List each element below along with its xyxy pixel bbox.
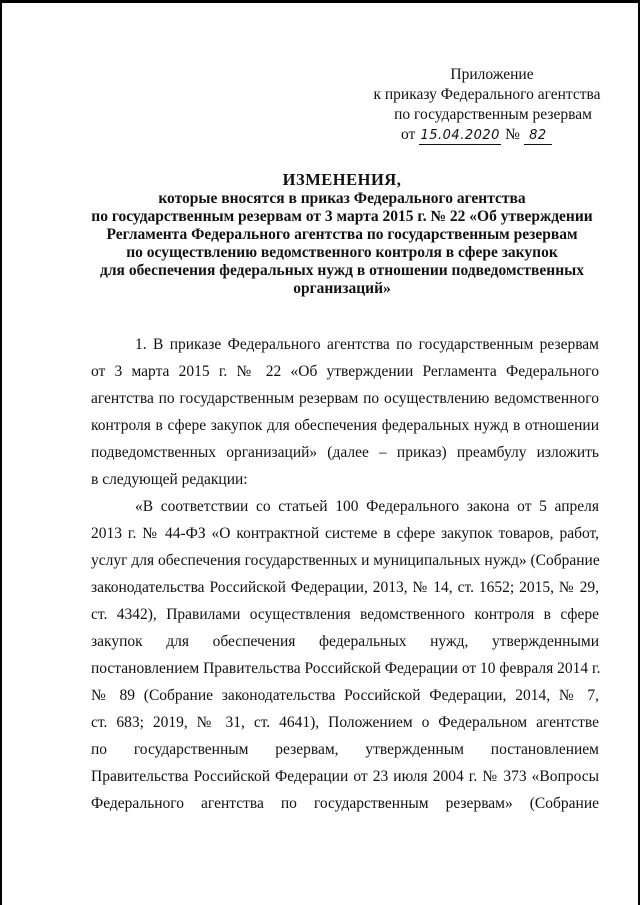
paragraph-1-line: агентства по государственным резервам по осуществлению ведомственного	[91, 390, 599, 407]
paragraph-2-line: ст. 683; 2019, № 31, ст. 4641), Положением о Федеральном агентстве	[91, 714, 599, 731]
appendix-agency: по государственным резервам	[394, 106, 592, 123]
paragraph-2-line: Правительства Российской Федерации от 23 июля 2004 г. № 373 «Вопросы	[91, 768, 599, 785]
paragraph-2-line: законодательства Российской Федерации, 2013, № 14, ст. 1652; 2015, № 29,	[91, 579, 599, 596]
appendix-order-ref: к приказу Федерального агентства	[373, 86, 601, 103]
paragraph-1-line: подведомственных организаций» (далее – приказ) преамбулу изложить	[91, 444, 599, 461]
appendix-date-number	[367, 125, 607, 145]
order-date: 15.04.2020	[420, 128, 500, 143]
appendix-title: Приложение	[450, 66, 534, 83]
paragraph-2-line: услуг для обеспечения государственных и муниципальных нужд» (Собрание	[91, 552, 600, 569]
heading-line: организаций»	[293, 280, 391, 297]
scan-border-top	[0, 0, 640, 3]
paragraph-2-line: закупок для обеспечения федеральных нужд, утвержденными	[91, 633, 599, 650]
paragraph-1-line: контроля в сфере закупок для обеспечения федеральных нужд в отношении	[91, 417, 599, 434]
paragraph-2-line: Федерального агентства по государственным резервам» (Собрание	[91, 795, 599, 812]
order-number: 82	[524, 128, 552, 145]
paragraph-2-line: № 89 (Собрание законодательства Российской Федерации, 2014, № 7,	[91, 687, 599, 704]
heading-title: ИЗМЕНЕНИЯ,	[282, 170, 402, 189]
appendix-block	[367, 65, 607, 145]
paragraph-2-line: ст. 4342), Правилами осуществления ведомственного контроля в сфере	[91, 606, 599, 623]
document-heading	[90, 171, 594, 298]
heading-line: по государственным резервам от 3 марта 2015 г. № 22 «Об утверждении	[91, 208, 593, 225]
scan-border-left	[0, 0, 2, 905]
heading-line: которые вносятся в приказ Федерального агентства	[158, 190, 526, 207]
paragraph-2-line: «В соответствии со статьей 100 Федерального закона от 5 апреля	[135, 498, 599, 515]
heading-line: для обеспечения федеральных нужд в отношении подведомственных	[100, 262, 584, 279]
heading-line: Регламента Федерального агентства по государственным резервам	[106, 226, 578, 243]
from-label: от	[401, 126, 416, 143]
paragraph-1-line: 1. В приказе Федерального агентства по государственным резервам	[135, 336, 599, 353]
number-label: №	[505, 126, 520, 143]
paragraph-1-line: в следующей редакции:	[91, 471, 248, 488]
paragraph-1-line: от 3 марта 2015 г. № 22 «Об утверждении Регламента Федерального	[91, 363, 599, 380]
paragraph-2-line: по государственным резервам, утвержденным постановлением	[91, 741, 599, 758]
paragraph-2-line: постановлением Правительства Российской Федерации от 10 февраля 2014 г.	[91, 660, 601, 677]
heading-line: по осуществлению ведомственного контроля в сфере закупок	[126, 244, 558, 261]
paragraph-2-line: 2013 г. № 44-ФЗ «О контрактной системе в сфере закупок товаров, работ,	[91, 525, 599, 542]
document-body	[91, 331, 599, 817]
